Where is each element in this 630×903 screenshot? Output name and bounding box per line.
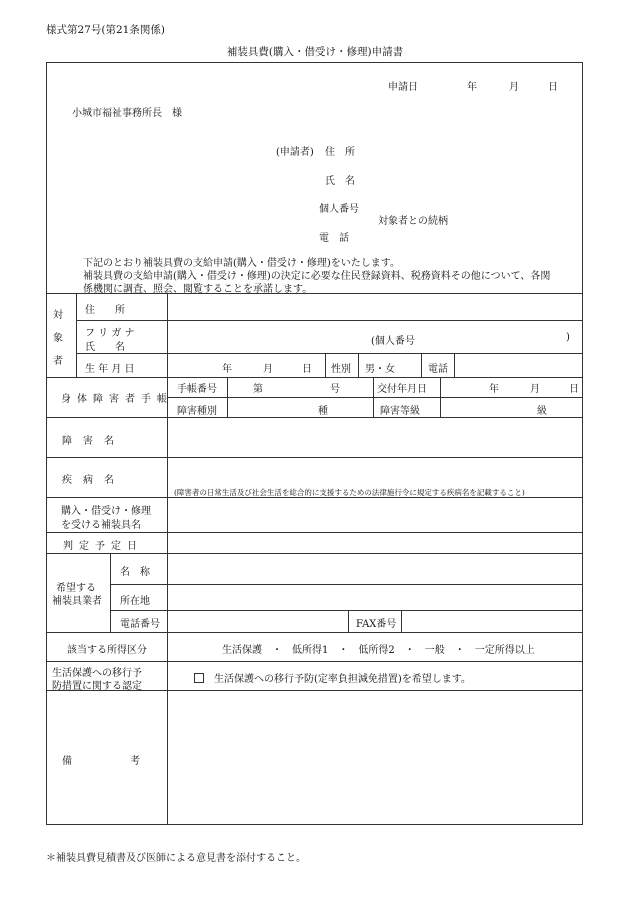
vendor-label-line2: 補装具業者: [52, 596, 102, 607]
form-title: 補装具費(購入・借受け・修理)申請書: [226, 46, 404, 58]
vendor-label-line1: 希望する: [56, 583, 96, 594]
transition-checkbox[interactable]: [194, 673, 204, 683]
application-form: [46, 62, 583, 825]
applicant-prefix: (申請者): [276, 147, 314, 158]
footer-note: ＊補装具費見積書及び医師による意見書を添付すること。: [46, 853, 306, 864]
applicant-relation-label: 対象者との続柄: [378, 216, 448, 227]
applicant-phone-label: 電 話: [319, 233, 349, 244]
subject-name-label: 氏 名: [85, 342, 125, 353]
subject-personal-number-label: (個人番号: [371, 336, 415, 347]
birth-day-label: 日: [302, 364, 312, 375]
subject-birth-label: 生 年 月 日: [85, 364, 135, 375]
applicant-name-label: 氏 名: [325, 176, 355, 187]
subject-furigana-label: フ リ ガ ナ: [85, 328, 135, 339]
subject-label-char2: 象: [53, 333, 63, 344]
applicant-personal-number-label: 個人番号: [319, 204, 359, 215]
subject-label-char3: 者: [53, 356, 63, 367]
statement-line2: 補装具費の支給申請(購入・借受け・修理)の決定に必要な住民登録資料、税務資料その他について、各関: [83, 271, 551, 282]
scheduled-date-label: 判定予定日: [63, 541, 143, 552]
disability-name-label: 障害名: [62, 436, 125, 447]
cert-number-label: 手帳番号: [177, 384, 217, 395]
transition-text: 生活保護への移行予防(定率負担減免措置)を希望します。: [214, 674, 472, 685]
issue-year-label: 年: [489, 384, 499, 395]
apply-month-label: 月: [509, 82, 519, 93]
cert-type-label: 障害種別: [177, 406, 217, 417]
vendor-fax-label: FAX番号: [356, 619, 397, 630]
cert-go-label: 号: [330, 384, 340, 395]
remarks-label: 備考: [62, 756, 198, 767]
gender-label: 性別: [331, 364, 351, 375]
cert-dai-label: 第: [253, 384, 263, 395]
disability-cert-label: 身体障害者手帳: [61, 394, 173, 405]
device-label-line2: を受ける補装具名: [61, 520, 141, 531]
issue-month-label: 月: [530, 384, 540, 395]
apply-date-label: 申請日: [388, 82, 418, 93]
income-label: 該当する所得区分: [67, 645, 147, 656]
subject-label-char1: 対: [53, 310, 63, 321]
device-label-line1: 購入・借受け・修理: [61, 506, 151, 517]
apply-year-label: 年: [467, 82, 477, 93]
disease-name-label: 疾病名: [62, 475, 125, 486]
income-options: 生活保護 ・ 低所得1 ・ 低所得2 ・ 一般 ・ 一定所得以上: [222, 645, 535, 656]
disease-note: (障害者の日常生活及び社会生活を総合的に支援するための法律施行令に規定する疾病名を記載すること): [174, 488, 525, 497]
transition-option[interactable]: [194, 670, 471, 685]
birth-month-label: 月: [263, 364, 273, 375]
cert-kyu-label: 級: [537, 406, 547, 417]
vendor-name-label: 名 称: [120, 567, 150, 578]
issue-day-label: 日: [569, 384, 579, 395]
transition-label-line2: 防措置に関する認定: [52, 681, 142, 692]
cert-shu-label: 種: [318, 406, 328, 417]
subject-address-label: 住 所: [85, 305, 125, 316]
vendor-phone-label: 電話番号: [120, 619, 160, 630]
subject-phone-label: 電話: [428, 364, 448, 375]
vendor-location-label: 所在地: [120, 596, 150, 607]
apply-day-label: 日: [548, 82, 558, 93]
subject-personal-number-close: ): [566, 332, 570, 343]
gender-value: 男・女: [365, 364, 395, 375]
transition-label-line1: 生活保護への移行予: [52, 668, 142, 679]
cert-grade-label: 障害等級: [380, 406, 420, 417]
statement-line3: 係機関に調査、照会、閲覧することを承諾します。: [83, 284, 313, 295]
addressee: 小城市福祉事務所長 様: [72, 108, 182, 119]
statement-line1: 下記のとおり補装具費の支給申請(購入・借受け・修理)をいたします。: [83, 258, 401, 269]
cert-issue-date-label: 交付年月日: [377, 384, 427, 395]
birth-year-label: 年: [222, 364, 232, 375]
applicant-address-label: 住 所: [325, 147, 355, 158]
form-id: 様式第27号(第21条関係): [46, 24, 165, 36]
